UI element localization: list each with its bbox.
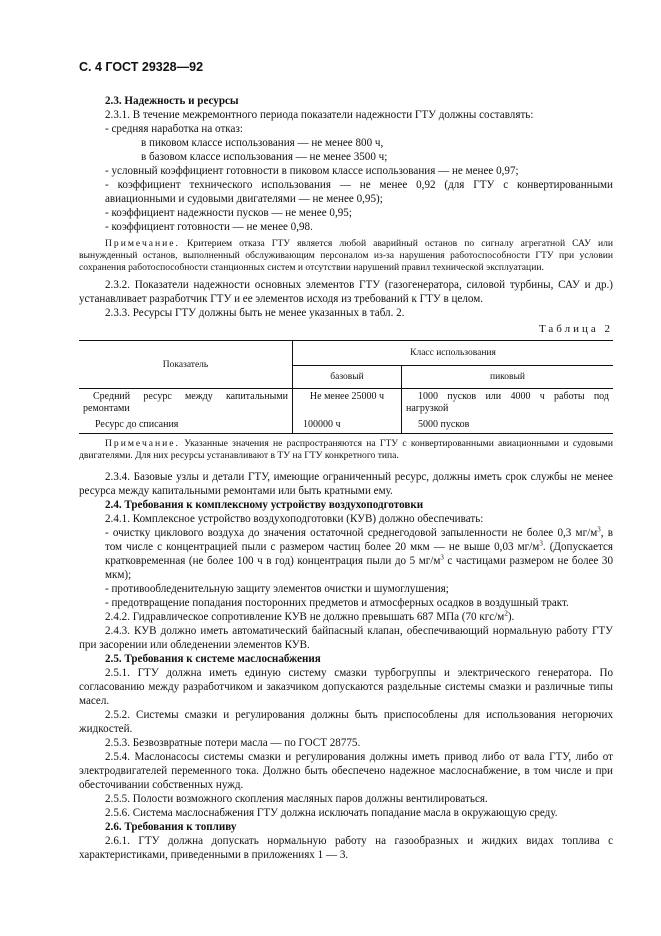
section-heading-2-5: 2.5. Требования к системе маслоснабжения [105,653,321,665]
paragraph-2-5-2: 2.5.2. Системы смазки и регулирования должны быть приспособлены для использования негорючих жидкостей. [79,709,613,735]
table-cell: Ресурс до списания [95,419,179,430]
list-item: - предотвращение попадания посторонних предметов и атмосферных осадков в воздушный тракт. [105,597,569,609]
note-label: Примечание. [105,438,180,449]
paragraph-2-5-5: 2.5.5. Полости возможного скопления масляных паров должны вентилироваться. [105,793,488,805]
table-header-class: Класс использования [293,341,614,366]
section-heading-2-3: 2.3. Надежность и ресурсы [105,95,239,107]
table-header-indicator: Показатель [79,341,293,389]
paragraph-2-5-1: 2.5.1. ГТУ должна иметь единую систему смазки турбогруппы и электрического генератора. По согласованию между разработчиком и заказчиком допускаются раздельные системы смазки и различные типы масел. [79,667,613,707]
list-item: - коэффициент технического использования — не менее 0,92 (для ГТУ с конвертированными авиационными и судовыми двигателями — не менее 0,95); [105,179,613,205]
paragraph-2-5-4: 2.5.4. Маслонасосы системы смазки и регулирования должны иметь привод либо от вала ГТУ, либо от электродвигателей переменного тока. Должно быть обеспечено надежное маслоснабжение, в том числе и при обесточивании собственных нужд. [79,751,613,791]
note-text: Критерием отказа ГТУ является любой аварийный останов по сигналу агрегатной САУ или вынужденный останов, выполненный обслуживающим персоналом из-за нарушения работоспособности ГТУ при условии сохранения работоспособности станционных систем и отсутствии нарушений правил технической эксплуатации. [79,238,613,273]
paragraph-2-3-2: 2.3.2. Показатели надежности основных элементов ГТУ (газогенератора, силовой турбины, САУ и др.) устанавливает разработчик ГТУ и ее элементов исходя из требований к ГТУ в целом. [79,279,613,305]
table-cell: Средний ресурс между капитальными ремонтами [83,391,288,414]
page-header: С. 4 ГОСТ 29328—92 [79,60,204,74]
page-content [79,94,613,862]
list-subitem: в пиковом классе использования — не менее 800 ч, [141,137,384,149]
table-cell: Не менее 25000 ч [293,389,402,418]
note-label: Примечание. [105,238,180,249]
list-item: - очистку циклового воздуха до значения остаточной среднегодовой запыленности не более 0,3 $мг/м^3$, в том числе с концентрацией пыли с размером частиц более 20 мкм — не выше 0,03 $мг/м^3$. (Допускается кратковременная (не более 100 ч в год) концентрация пыли до 5 $мг/м^3$ с частицами размером не более 30 мкм); [105,525,613,581]
table-cell: 100000 ч [293,417,402,434]
list-item: - условный коэффициент готовности в пиковом классе использования — не менее 0,97; [105,165,519,177]
table-cell: 5000 пусков [402,417,614,434]
table-header-peak: пиковый [402,366,614,389]
note-2-3-1 [79,238,613,274]
section-heading-2-4: 2.4. Требования к комплексному устройству воздухоподготовки [105,499,424,511]
list-item: - коэффициент надежности пусков — не менее 0,95; [105,207,352,219]
list-item: - противообледенительную защиту элементов очистки и шумоглушения; [105,583,449,595]
paragraph-2-5-3: 2.5.3. Безвозвратные потери масла — по ГОСТ 28775. [105,737,361,749]
section-heading-2-6: 2.6. Требования к топливу [105,821,237,833]
list-item: - коэффициент готовности — не менее 0,98. [105,221,313,233]
table-caption: Таблица 2 [538,323,613,335]
note-table-2 [79,438,613,462]
table-row [79,417,613,434]
list-item: - средняя наработка на отказ: [105,123,243,135]
table-row [79,389,613,418]
table-2 [79,340,613,434]
paragraph-2-6-1: 2.6.1. ГТУ должна допускать нормальную работу на газообразных и жидких видах топлива с характеристиками, приведенными в приложениях 1 — 3. [79,835,613,861]
list-subitem: в базовом классе использования — не менее 3500 ч; [141,151,388,163]
paragraph-2-3-4: 2.3.4. Базовые узлы и детали ГТУ, имеющие ограниченный ресурс, должны иметь срок службы не менее ресурса между капитальными ремонтами или быть кратными ему. [79,471,613,497]
paragraph-2-4-1: 2.4.1. Комплексное устройство воздухоподготовки (КУВ) должно обеспечивать: [105,513,484,525]
paragraph-2-4-3: 2.4.3. КУВ должно иметь автоматический байпасный клапан, обеспечивающий нормальную работу ГТУ при засорении или обледенении элементов КУВ. [79,625,613,651]
note-text: Указанные значения не распространяются на ГТУ с конвертированными авиационными и судовыми двигателями. Для них ресурсы устанавливают в ТУ на ГТУ конкретного типа. [79,438,613,461]
paragraph-2-3-3: 2.3.3. Ресурсы ГТУ должны быть не менее указанных в табл. 2. [105,307,405,319]
paragraph-2-4-2: 2.4.2. Гидравлическое сопротивление КУВ не должно превышать 687 МПа (70 кгс/$м^2$). [105,609,515,623]
table-cell: 1000 пусков или 4000 ч работы под нагрузкой [402,389,614,418]
table-header-base: базовый [293,366,402,389]
paragraph-2-5-6: 2.5.6. Система маслоснабжения ГТУ должна исключать попадание масла в окружающую среду. [105,807,558,819]
paragraph-2-3-1: 2.3.1. В течение межремонтного периода показатели надежности ГТУ должны составлять: [105,109,534,121]
